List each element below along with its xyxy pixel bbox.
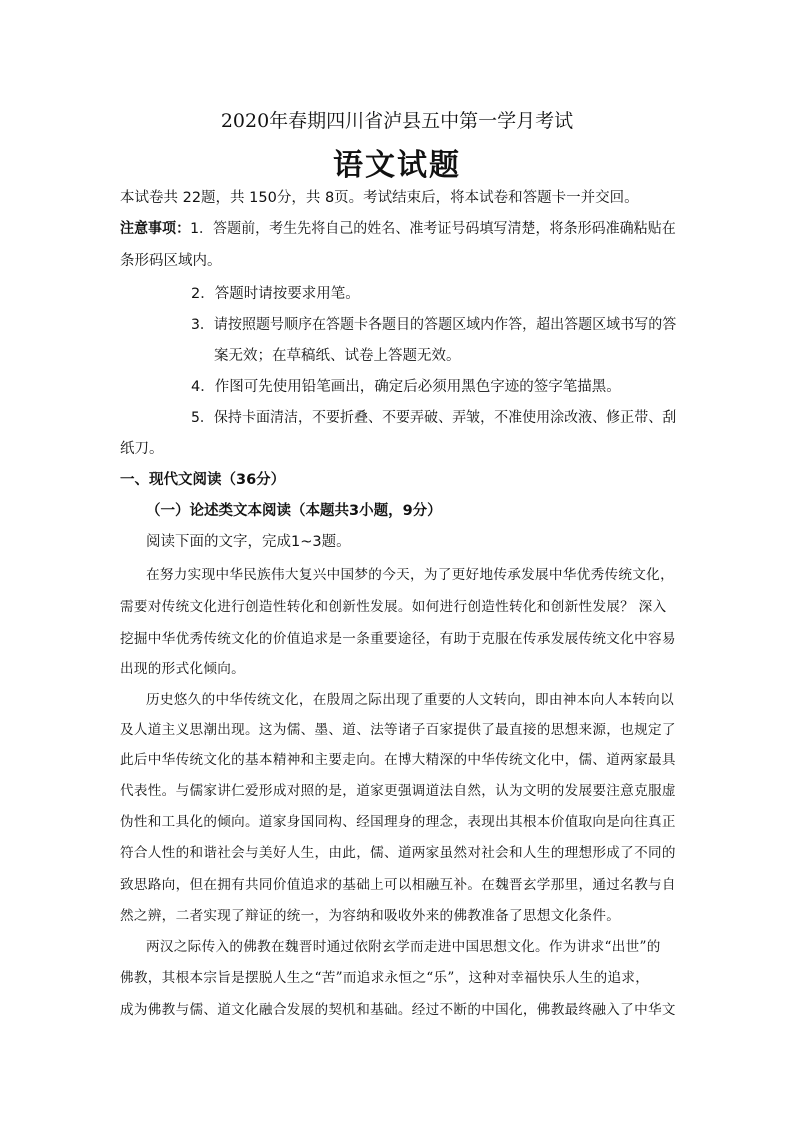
subject-title: 语文试题 <box>333 148 461 183</box>
article-line: 成为佛教与儒、道文化融合发展的契机和基础。经过不断的中国化，佛教最终融入了中华文 <box>120 1002 676 1018</box>
article-line: 在努力实现中华民族伟大复兴中国梦的今天，为了更好地传承发展中华优秀传统文化， <box>146 567 674 583</box>
article-line: 挖掘中华优秀传统文化的价值追求是一条重要途径，有助于克服在传承发展传统文化中容易 <box>120 631 676 647</box>
sub-heading: （一）论述类文本阅读（本题共3小题，9分） <box>146 503 442 519</box>
article-line: 出现的形式化倾向。 <box>120 661 246 677</box>
exam-title: 2020年春期四川省泸县五中第一学月考试 <box>220 110 574 132</box>
article-line: 符合人性的和谐社会与美好人生，由此，儒、道两家虽然对社会和人生的理想形成了不同的 <box>120 845 676 861</box>
article-line: 佛教，其根本宗旨是摆脱人生之“苦”而追求永恒之“乐”，这种对幸福快乐人生的追求， <box>120 970 650 986</box>
article-line: 及人道主义思潮出现。这为儒、墨、道、法等诸子百家提供了最直接的思想来源，也规定了 <box>120 722 676 738</box>
note-item-5a: 5．保持卡面清洁，不要折叠、不要弄破、弄皱，不准使用涂改液、修正带、刮 <box>191 410 677 426</box>
notes-line-1 <box>120 217 676 238</box>
article-line: 伪性和工具化的倾向。道家身国同构、经国理身的理念，表现出其根本价值取向是向往真正 <box>120 814 676 830</box>
note-item-3a: 3．请按照题号顺序在答题卡各题目的答题区域内作答，超出答题区域书写的答 <box>191 317 677 333</box>
article-line: 需要对传统文化进行创造性转化和创新性发展。如何进行创造性转化和创新性发展？ 深入 <box>120 599 667 615</box>
article-line: 然之辨，二者实现了辩证的统一，为容纳和吸收外来的佛教准备了思想文化条件。 <box>120 908 621 924</box>
article-line: 此后中华传统文化的基本精神和主要走向。在博大精深的中华传统文化中，儒、道两家最具 <box>120 752 676 768</box>
note-item-3b: 案无效；在草稿纸、试卷上答题无效。 <box>214 348 461 364</box>
article-line: 历史悠久的中华传统文化，在殷周之际出现了重要的人文转向，即由神本向人本转向以 <box>146 692 674 708</box>
section-heading: 一、现代文阅读（36分） <box>120 472 286 488</box>
article-line: 代表性。与儒家讲仁爱形成对照的是，道家更强调道法自然，认为文明的发展要注意克服虚 <box>120 783 676 799</box>
note-item-5b: 纸刀。 <box>120 441 164 457</box>
note-item-1a: 1．答题前，考生先将自己的姓名、准考证号码填写清楚，将条形码准确粘贴在 <box>190 221 676 237</box>
article-line: 致思路向，但在拥有共同价值追求的基础上可以相融互补。在魏晋玄学那里，通过名教与自 <box>120 877 676 893</box>
reading-instruction: 阅读下面的文字，完成1~3题。 <box>146 534 351 550</box>
notes-label: 注意事项： <box>120 221 191 237</box>
note-item-4: 4．作图可先使用铅笔画出，确定后必须用黑色字迹的签字笔描黑。 <box>191 379 621 395</box>
intro-text: 本试卷共 22题，共 150分，共 8页。考试结束后，将本试卷和答题卡一并交回。 <box>120 190 639 206</box>
note-item-2: 2．答题时请按要求用笔。 <box>191 286 360 302</box>
article-line: 两汉之际传入的佛教在魏晋时通过依附玄学而走进中国思想文化。作为讲求“出世”的 <box>146 939 661 955</box>
note-item-1b: 条形码区域内。 <box>120 253 222 269</box>
